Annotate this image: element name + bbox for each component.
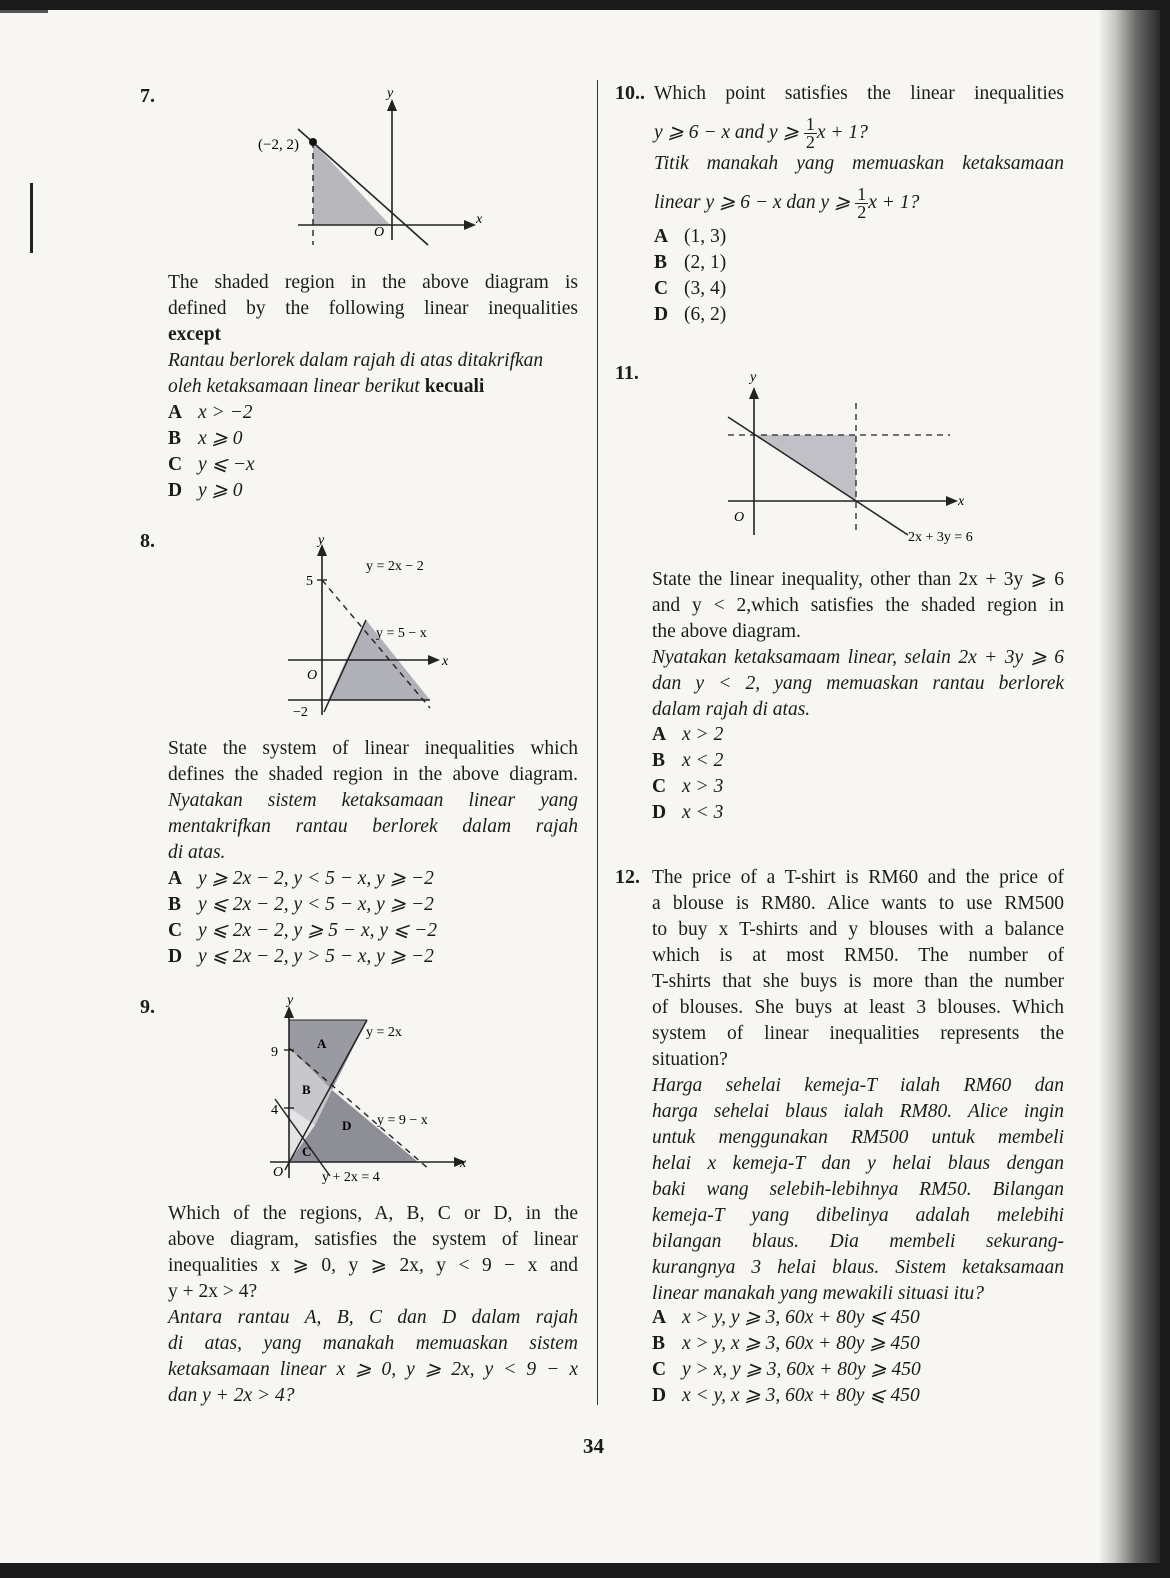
q7-option-b[interactable]	[168, 426, 243, 452]
q11-text-en-line: and y < 2,which satisfies the shaded region in	[652, 595, 1064, 616]
q10-text-en-line: Which point satisfies the linear inequalities	[654, 83, 1064, 104]
q9-y-axis-label: y	[287, 993, 294, 1008]
q7-option-a[interactable]	[168, 400, 252, 426]
q8-text-my-line: di atas.	[168, 842, 226, 863]
q7-option-d[interactable]	[168, 478, 243, 504]
option-text: (3, 4)	[684, 278, 727, 299]
q10-fraction	[855, 186, 868, 221]
option-text: y ⩽ 2x − 2, y > 5 − x, y ⩾ −2	[198, 946, 434, 967]
option-letter: D	[168, 946, 183, 967]
q9-text-en-line: y + 2x > 4?	[168, 1281, 258, 1302]
q9-tick-9: 9	[271, 1045, 278, 1060]
option-text: (1, 3)	[684, 226, 727, 247]
q12-text-en-line: of blouses. She buys at least 3 blouses. Which	[652, 997, 1064, 1018]
q11-line-label: 2x + 3y = 6	[908, 530, 973, 545]
q7-text-en-line: defined by the following linear inequalities	[168, 298, 578, 319]
fraction-denominator: 2	[857, 202, 867, 222]
option-letter: D	[652, 802, 667, 823]
page-edge-shadow	[1100, 10, 1160, 1563]
q10-fraction	[804, 116, 817, 151]
q11-y-axis-label: y	[750, 370, 757, 385]
option-text: x < y, x ⩾ 3, 60x + 80y ⩽ 450	[682, 1385, 920, 1406]
q12-text-my-line: untuk menggunakan RM500 untuk membeli	[652, 1127, 1064, 1148]
option-letter: C	[652, 776, 667, 797]
q10-text-part: y ⩾ 6 − x and y ⩾	[654, 121, 799, 143]
q8-option-d[interactable]	[168, 944, 434, 970]
q9-tick-4: 4	[271, 1103, 278, 1118]
option-letter: C	[654, 278, 669, 299]
option-text: x > y, y ⩾ 3, 60x + 80y ⩽ 450	[682, 1307, 920, 1328]
q7-text-my-emphasis: kecuali	[424, 376, 485, 397]
q11-option-a[interactable]	[652, 722, 723, 748]
scan-mark	[0, 10, 48, 13]
q8-line2-label: y = 5 − x	[376, 626, 427, 641]
column-divider	[597, 80, 598, 1405]
q10-option-c[interactable]	[654, 276, 726, 302]
option-text: x > −2	[198, 402, 253, 423]
option-letter: A	[168, 402, 183, 423]
q7-point-label: (−2, 2)	[258, 137, 299, 153]
option-text: (6, 2)	[684, 304, 727, 325]
q12-text-en-line: T-shirts that she buys is more than the number	[652, 971, 1064, 992]
q12-text-my-line: Harga sehelai kemeja-T ialah RM60 dan	[652, 1075, 1064, 1096]
question-10-number: 10..	[615, 82, 645, 104]
q9-region-b: B	[302, 1082, 311, 1097]
q9-region-d: D	[342, 1118, 352, 1133]
q9-line3-label: y + 2x = 4	[322, 1170, 380, 1185]
question-12-number: 12.	[615, 866, 640, 888]
q12-text-my-line: helai x kemeja-T dan y helai blaus dengan	[652, 1153, 1064, 1174]
q12-option-a[interactable]	[652, 1305, 920, 1331]
q11-text-en-line: State the linear inequality, other than 2x + 3y ⩾ 6	[652, 569, 1064, 590]
option-letter: B	[652, 1333, 666, 1354]
q11-origin-label: O	[734, 510, 745, 525]
q8-x-axis-label: x	[442, 654, 449, 669]
q11-text-my-line: dalam rajah di atas.	[652, 699, 811, 720]
option-text: y ⩾ 0	[198, 480, 243, 501]
option-text: y ⩾ 2x − 2, y < 5 − x, y ⩾ −2	[198, 868, 434, 889]
option-text: y ⩽ −x	[198, 454, 255, 475]
q12-option-c[interactable]	[652, 1357, 921, 1383]
q12-text-my-line: bilangan blaus. Dia membeli sekurang-	[652, 1231, 1064, 1252]
option-text: y ⩽ 2x − 2, y ⩾ 5 − x, y ⩽ −2	[198, 920, 438, 941]
q11-option-c[interactable]	[652, 774, 723, 800]
question-7-number: 7.	[140, 85, 155, 107]
q8-option-b[interactable]	[168, 892, 434, 918]
q8-text-my-line: mentakrifkan rantau berlorek dalam rajah	[168, 816, 578, 837]
q7-x-axis-label: x	[476, 212, 483, 227]
q9-text-my-line: di atas, yang manakah memuaskan sistem	[168, 1333, 578, 1354]
q12-option-d[interactable]	[652, 1383, 920, 1409]
q7-origin-label: O	[374, 225, 385, 240]
q11-option-d[interactable]	[652, 800, 723, 826]
q9-line1-label: y = 2x	[366, 1025, 402, 1040]
q7-option-c[interactable]	[168, 452, 255, 478]
option-letter: D	[168, 480, 183, 501]
option-letter: A	[654, 226, 669, 247]
scan-mark	[30, 183, 33, 253]
option-text: x < 2	[682, 750, 724, 771]
q9-text-my-line: ketaksamaan linear x ⩾ 0, y ⩾ 2x, y < 9 − x	[168, 1359, 578, 1380]
q9-origin-label: O	[273, 1165, 284, 1180]
q12-text-my-line: kemeja-T yang dibelinya adalah melebihi	[652, 1205, 1064, 1226]
option-letter: A	[652, 724, 667, 745]
q8-line1-label: y = 2x − 2	[366, 559, 424, 574]
question-9-number: 9.	[140, 996, 155, 1018]
q12-text-en-line: a blouse is RM80. Alice wants to use RM500	[652, 893, 1064, 914]
q10-option-b[interactable]	[654, 250, 726, 276]
q7-text-my-line	[168, 374, 484, 400]
q8-option-a[interactable]	[168, 866, 434, 892]
q12-text-my-line: baki wang selebih-lebihnya RM50. Bilangan	[652, 1179, 1064, 1200]
q10-text-part: linear y ⩾ 6 − x dan y ⩾	[654, 191, 851, 213]
q11-text-my-line: Nyatakan ketaksamaam linear, selain 2x + 3y ⩾ 6	[652, 647, 1064, 668]
q8-text-en-line: State the system of linear inequalities which	[168, 738, 578, 759]
fraction-numerator: 1	[805, 114, 815, 134]
q12-text-my-line: harga sehelai blaus ialah RM80. Alice ingin	[652, 1101, 1064, 1122]
q10-text-my-line: Titik manakah yang memuaskan ketaksamaan	[654, 153, 1064, 174]
q12-text-en-line: situation?	[652, 1049, 728, 1070]
q10-option-a[interactable]	[654, 224, 726, 250]
option-letter: D	[652, 1385, 667, 1406]
q10-option-d[interactable]	[654, 302, 726, 328]
q9-text-en-line: above diagram, satisfies the system of linear	[168, 1229, 578, 1250]
q12-text-en-line: The price of a T-shirt is RM60 and the price of	[652, 867, 1064, 888]
q11-text-my-line: dan y < 2, yang memuaskan rantau berlorek	[652, 673, 1064, 694]
q7-text-en-line: The shaded region in the above diagram is	[168, 272, 578, 293]
option-letter: B	[168, 428, 182, 449]
option-letter: C	[652, 1359, 667, 1380]
q8-diagram	[280, 530, 480, 720]
q7-text-en-line: except	[168, 324, 222, 345]
page-number: 34	[583, 1434, 604, 1458]
q11-text-en-line: the above diagram.	[652, 621, 801, 642]
q7-y-axis-label: y	[387, 86, 394, 101]
q11-option-b[interactable]	[652, 748, 723, 774]
option-text: (2, 1)	[684, 252, 727, 273]
q9-text-my-line: dan y + 2x > 4?	[168, 1385, 295, 1406]
q10-text-part: x + 1?	[816, 121, 868, 143]
question-11-number: 11.	[615, 362, 639, 384]
option-text: x ⩾ 0	[198, 428, 243, 449]
option-text: y > x, y ⩾ 3, 60x + 80y ⩾ 450	[682, 1359, 921, 1380]
q12-text-my-line: linear manakah yang mewakili situasi itu?	[652, 1283, 985, 1304]
q7-diagram	[250, 85, 490, 255]
q9-text-my-line: Antara rantau A, B, C dan D dalam rajah	[168, 1307, 578, 1328]
q8-tick-neg2: −2	[293, 705, 308, 720]
option-text: x > 2	[682, 724, 724, 745]
q10-text-en-line	[654, 116, 868, 151]
q8-origin-label: O	[307, 668, 318, 683]
q9-x-axis-label: x	[460, 1156, 467, 1171]
option-text: x < 3	[682, 802, 724, 823]
q7-text-my-line: Rantau berlorek dalam rajah di atas ditakrifkan	[168, 350, 544, 371]
q12-text-my-line: kurangnya 3 helai blaus. Sistem ketaksamaan	[652, 1257, 1064, 1278]
q10-text-part: x + 1?	[868, 191, 920, 213]
q12-text-en-line: system of linear inequalities represents the	[652, 1023, 1064, 1044]
q7-text-my-part: oleh ketaksamaan linear berikut	[168, 376, 420, 397]
option-letter: D	[654, 304, 669, 325]
q9-region-c: C	[302, 1144, 312, 1159]
option-letter: B	[652, 750, 666, 771]
option-letter: B	[168, 894, 182, 915]
fraction-numerator: 1	[857, 184, 867, 204]
q8-y-axis-label: y	[318, 533, 325, 548]
option-text: x > 3	[682, 776, 724, 797]
q9-region-a: A	[317, 1036, 327, 1051]
option-letter: C	[168, 454, 183, 475]
q9-text-en-line: Which of the regions, A, B, C or D, in the	[168, 1203, 578, 1224]
q8-option-c[interactable]	[168, 918, 437, 944]
q8-tick-5: 5	[306, 574, 313, 589]
option-letter: A	[652, 1307, 667, 1328]
q12-text-en-line: which is at most RM50. The number of	[652, 945, 1064, 966]
option-letter: A	[168, 868, 183, 889]
q10-text-my-line	[654, 186, 919, 221]
q9-line2-label: y = 9 − x	[377, 1113, 428, 1128]
q9-diagram	[260, 990, 480, 1190]
q8-text-my-line: Nyatakan sistem ketaksamaan linear yang	[168, 790, 578, 811]
question-8-number: 8.	[140, 530, 155, 552]
q11-x-axis-label: x	[958, 494, 965, 509]
q8-text-en-line: defines the shaded region in the above diagram.	[168, 764, 578, 785]
q11-diagram	[720, 365, 1000, 550]
fraction-denominator: 2	[805, 132, 815, 152]
option-letter: B	[654, 252, 668, 273]
q12-option-b[interactable]	[652, 1331, 920, 1357]
q12-text-en-line: to buy x T-shirts and y blouses with a balance	[652, 919, 1064, 940]
q9-text-en-line: inequalities x ⩾ 0, y ⩾ 2x, y < 9 − x and	[168, 1255, 578, 1276]
option-letter: C	[168, 920, 183, 941]
option-text: x > y, x ⩾ 3, 60x + 80y ⩾ 450	[682, 1333, 920, 1354]
option-text: y ⩽ 2x − 2, y < 5 − x, y ⩾ −2	[198, 894, 434, 915]
